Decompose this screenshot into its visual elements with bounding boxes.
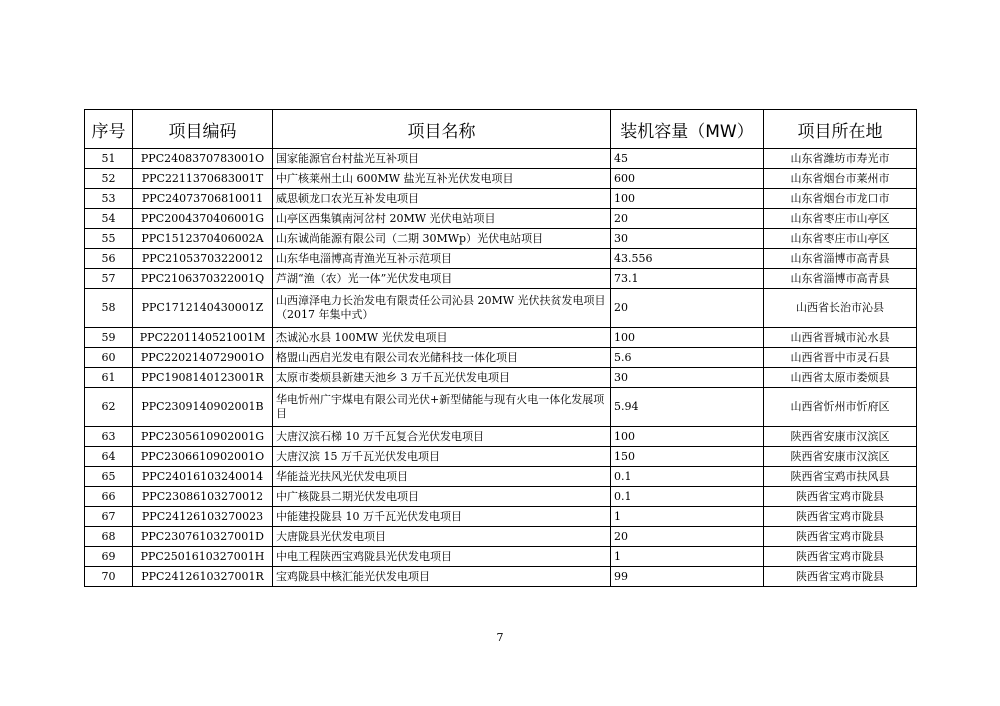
table-body [85,149,917,587]
cell-name: 山东华电淄博高青渔光互补示范项目 [273,249,611,269]
cell-code: PPC2501610327001H [133,547,273,567]
cell-name: 大唐陇县光伏发电项目 [273,527,611,547]
cell-no: 67 [85,507,133,527]
cell-code: PPC24126103270023 [133,507,273,527]
header-capacity: 装机容量（MW） [611,110,764,149]
cell-location: 山东省烟台市莱州市 [764,169,917,189]
cell-capacity: 0.1 [611,487,764,507]
cell-capacity: 5.94 [611,388,764,427]
table-row [85,467,917,487]
cell-location: 山东省枣庄市山亭区 [764,229,917,249]
cell-code: PPC21053703220012 [133,249,273,269]
cell-capacity: 0.1 [611,467,764,487]
cell-no: 55 [85,229,133,249]
cell-capacity: 20 [611,209,764,229]
cell-code: PPC2412610327001R [133,567,273,587]
header-location: 项目所在地 [764,110,917,149]
cell-no: 52 [85,169,133,189]
cell-location: 陕西省宝鸡市陇县 [764,547,917,567]
table-row [85,169,917,189]
cell-name: 杰诚沁水县 100MW 光伏发电项目 [273,328,611,348]
cell-name: 威思顿龙口农光互补发电项目 [273,189,611,209]
cell-location: 山西省晋中市灵石县 [764,348,917,368]
cell-no: 53 [85,189,133,209]
cell-name: 大唐汉滨 15 万千瓦光伏发电项目 [273,447,611,467]
cell-location: 山东省淄博市高青县 [764,269,917,289]
table-row [85,348,917,368]
cell-capacity: 1 [611,507,764,527]
header-code: 项目编码 [133,110,273,149]
cell-name: 中广核莱州土山 600MW 盐光互补光伏发电项目 [273,169,611,189]
cell-capacity: 5.6 [611,348,764,368]
cell-location: 山西省长治市沁县 [764,289,917,328]
table-row [85,189,917,209]
cell-code: PPC24016103240014 [133,467,273,487]
cell-name: 华能益光扶风光伏发电项目 [273,467,611,487]
cell-location: 山东省枣庄市山亭区 [764,209,917,229]
table-row [85,567,917,587]
cell-name: 太原市娄烦县新建天池乡 3 万千瓦光伏发电项目 [273,368,611,388]
cell-no: 59 [85,328,133,348]
header-name: 项目名称 [273,110,611,149]
cell-code: PPC2201140521001M [133,328,273,348]
cell-location: 陕西省宝鸡市陇县 [764,527,917,547]
table-row [85,368,917,388]
cell-capacity: 100 [611,328,764,348]
cell-code: PPC2309140902001B [133,388,273,427]
cell-code: PPC2307610327001D [133,527,273,547]
cell-location: 陕西省宝鸡市陇县 [764,507,917,527]
cell-no: 68 [85,527,133,547]
cell-name: 大唐汉滨石梯 10 万千瓦复合光伏发电项目 [273,427,611,447]
table-header-row [85,110,917,149]
cell-no: 70 [85,567,133,587]
cell-capacity: 600 [611,169,764,189]
table-row [85,447,917,467]
cell-capacity: 150 [611,447,764,467]
cell-name: 芦湖“渔（农）光一体”光伏发电项目 [273,269,611,289]
cell-code: PPC1908140123001R [133,368,273,388]
cell-capacity: 100 [611,427,764,447]
cell-capacity: 99 [611,567,764,587]
cell-code: PPC2408370783001O [133,149,273,169]
cell-no: 65 [85,467,133,487]
table-row [85,527,917,547]
cell-capacity: 100 [611,189,764,209]
table-row [85,487,917,507]
cell-location: 山东省烟台市龙口市 [764,189,917,209]
cell-location: 山东省淄博市高青县 [764,249,917,269]
cell-no: 60 [85,348,133,368]
cell-name: 山西漳泽电力长治发电有限责任公司沁县 20MW 光伏扶贫发电项目（2017 年集中式） [273,289,611,328]
cell-no: 51 [85,149,133,169]
cell-location: 陕西省安康市汉滨区 [764,447,917,467]
cell-capacity: 43.556 [611,249,764,269]
cell-code: PPC1512370406002A [133,229,273,249]
table-row [85,289,917,328]
header-no: 序号 [85,110,133,149]
table-row [85,229,917,249]
table-row [85,328,917,348]
cell-code: PPC2211370683001T [133,169,273,189]
cell-capacity: 20 [611,527,764,547]
cell-code: PPC1712140430001Z [133,289,273,328]
cell-location: 陕西省宝鸡市扶风县 [764,467,917,487]
cell-no: 62 [85,388,133,427]
cell-code: PPC2202140729001O [133,348,273,368]
cell-name: 格盟山西启光发电有限公司农光储科技一体化项目 [273,348,611,368]
cell-no: 63 [85,427,133,447]
cell-name: 国家能源官台村盐光互补项目 [273,149,611,169]
cell-no: 54 [85,209,133,229]
cell-capacity: 30 [611,368,764,388]
table-row [85,547,917,567]
cell-name: 中电工程陕西宝鸡陇县光伏发电项目 [273,547,611,567]
cell-code: PPC2004370406001G [133,209,273,229]
cell-location: 山西省忻州市忻府区 [764,388,917,427]
cell-name: 山亭区西集镇南河岔村 20MW 光伏电站项目 [273,209,611,229]
cell-capacity: 30 [611,229,764,249]
table-row [85,209,917,229]
page-number: 7 [496,631,504,644]
table-row [85,388,917,427]
cell-no: 61 [85,368,133,388]
table-row [85,149,917,169]
cell-no: 66 [85,487,133,507]
cell-no: 56 [85,249,133,269]
cell-code: PPC2305610902001G [133,427,273,447]
cell-location: 陕西省宝鸡市陇县 [764,567,917,587]
cell-location: 陕西省宝鸡市陇县 [764,487,917,507]
cell-location: 山东省潍坊市寿光市 [764,149,917,169]
cell-no: 58 [85,289,133,328]
table-row [85,249,917,269]
cell-no: 69 [85,547,133,567]
cell-name: 中广核陇县二期光伏发电项目 [273,487,611,507]
cell-location: 陕西省安康市汉滨区 [764,427,917,447]
cell-code: PPC24073706810011 [133,189,273,209]
cell-code: PPC2306610902001O [133,447,273,467]
cell-name: 华电忻州广宇煤电有限公司光伏+新型储能与现有火电一体化发展项目 [273,388,611,427]
cell-capacity: 73.1 [611,269,764,289]
cell-code: PPC23086103270012 [133,487,273,507]
cell-name: 中能建投陇县 10 万千瓦光伏发电项目 [273,507,611,527]
table-row [85,427,917,447]
cell-capacity: 1 [611,547,764,567]
projects-table [84,109,917,587]
cell-name: 宝鸡陇县中核汇能光伏发电项目 [273,567,611,587]
cell-name: 山东诚尚能源有限公司（二期 30MWp）光伏电站项目 [273,229,611,249]
cell-location: 山西省晋城市沁水县 [764,328,917,348]
table-row [85,507,917,527]
cell-code: PPC2106370322001Q [133,269,273,289]
cell-location: 山西省太原市娄烦县 [764,368,917,388]
cell-capacity: 45 [611,149,764,169]
table-row [85,269,917,289]
cell-capacity: 20 [611,289,764,328]
cell-no: 64 [85,447,133,467]
cell-no: 57 [85,269,133,289]
